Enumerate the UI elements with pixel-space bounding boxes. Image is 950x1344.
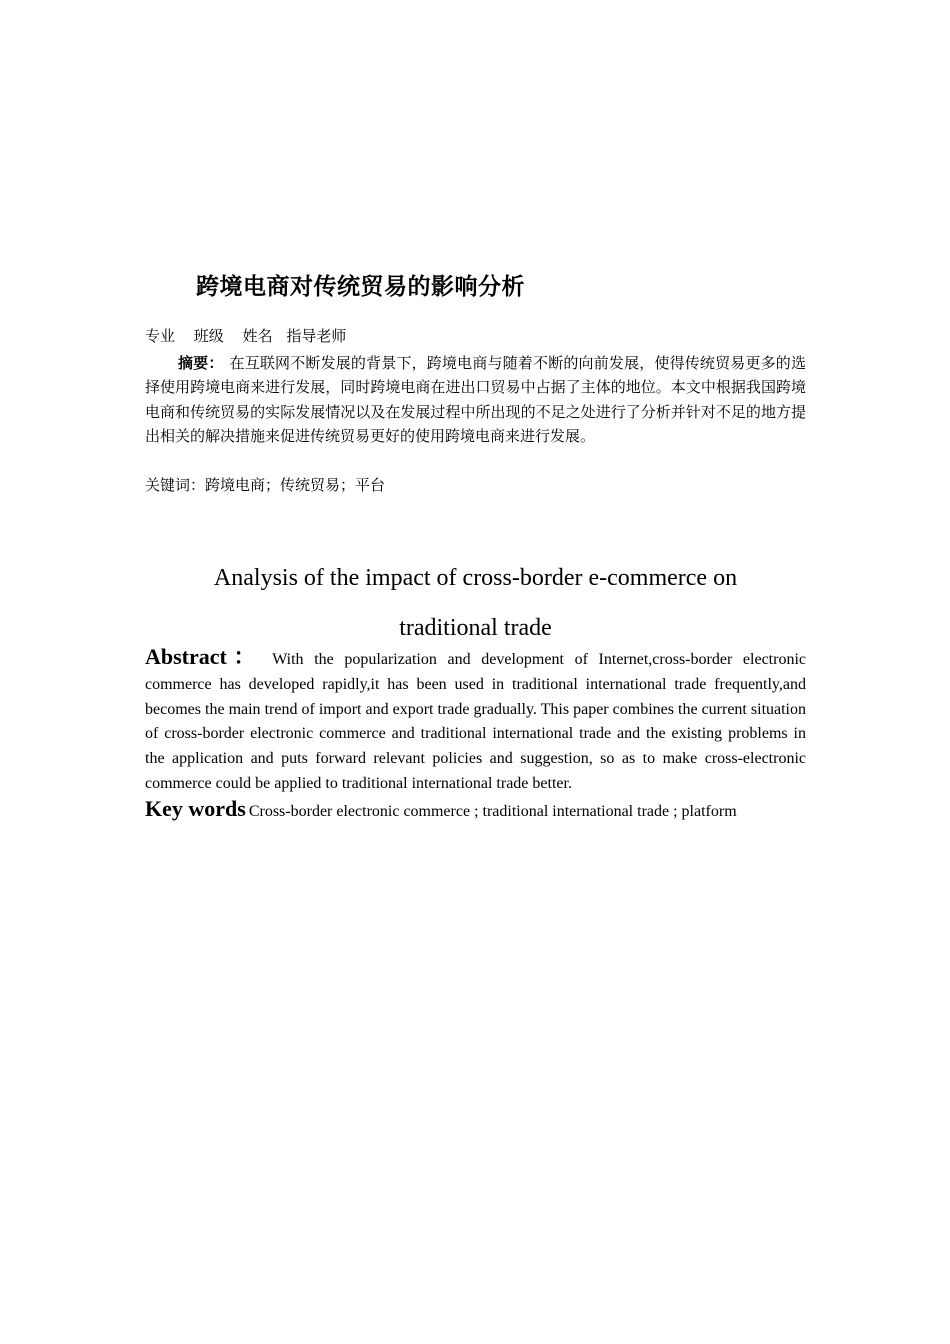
chinese-abstract-text: 在互联网不断发展的背景下，跨境电商与随着不断的向前发展，使得传统贸易更多的选择使用跨境电商来进行发展，同时跨境电商在进出口贸易中占据了主体的地位。本文中根据我国跨境电商和传统贸易的实际发展情况以及在发展过程中所出现的不足之处进行了分析并针对不足的地方提出相关的解决措施来促进传统贸易更好的使用跨境电商来进行发展。	[145, 354, 806, 446]
english-title	[145, 553, 806, 653]
english-keywords	[145, 795, 737, 826]
chinese-abstract-label: 摘要：	[178, 354, 224, 372]
english-keywords-text: Cross-border electronic commerce ; traditional international trade ; platform	[248, 803, 737, 820]
english-title-line1: Analysis of the impact of cross-border e-commerce on	[213, 565, 738, 591]
author-field-major: 专业	[145, 327, 176, 345]
chinese-keywords-text: 跨境电商；传统贸易；平台	[205, 476, 386, 494]
english-title-line2: traditional trade	[399, 615, 552, 641]
english-abstract	[145, 645, 806, 797]
chinese-keywords-label: 关键词：	[145, 476, 206, 494]
chinese-abstract	[145, 351, 806, 449]
author-field-name: 姓名	[242, 327, 273, 345]
author-info-line	[145, 326, 346, 346]
author-field-class: 班级	[193, 327, 224, 345]
chinese-keywords	[145, 474, 385, 496]
english-keywords-label: Key words	[145, 796, 246, 821]
english-abstract-text: With the popularization and development of Internet,cross-border electronic commerce has developed rapidly,it has been used in traditional international trade frequently,and becomes the main trend of import and export trade gradually. This paper combines the current situation of cross-border electronic commerce and traditional international trade and the existing problems in the application and puts forward relevant policies and suggestion, so as to make cross-electronic commerce could be applied to traditional international trade better.	[145, 651, 807, 792]
english-abstract-label: Abstract：	[145, 644, 263, 669]
author-field-advisor: 指导老师	[286, 327, 347, 345]
chinese-title: 跨境电商对传统贸易的影响分析	[196, 274, 525, 300]
